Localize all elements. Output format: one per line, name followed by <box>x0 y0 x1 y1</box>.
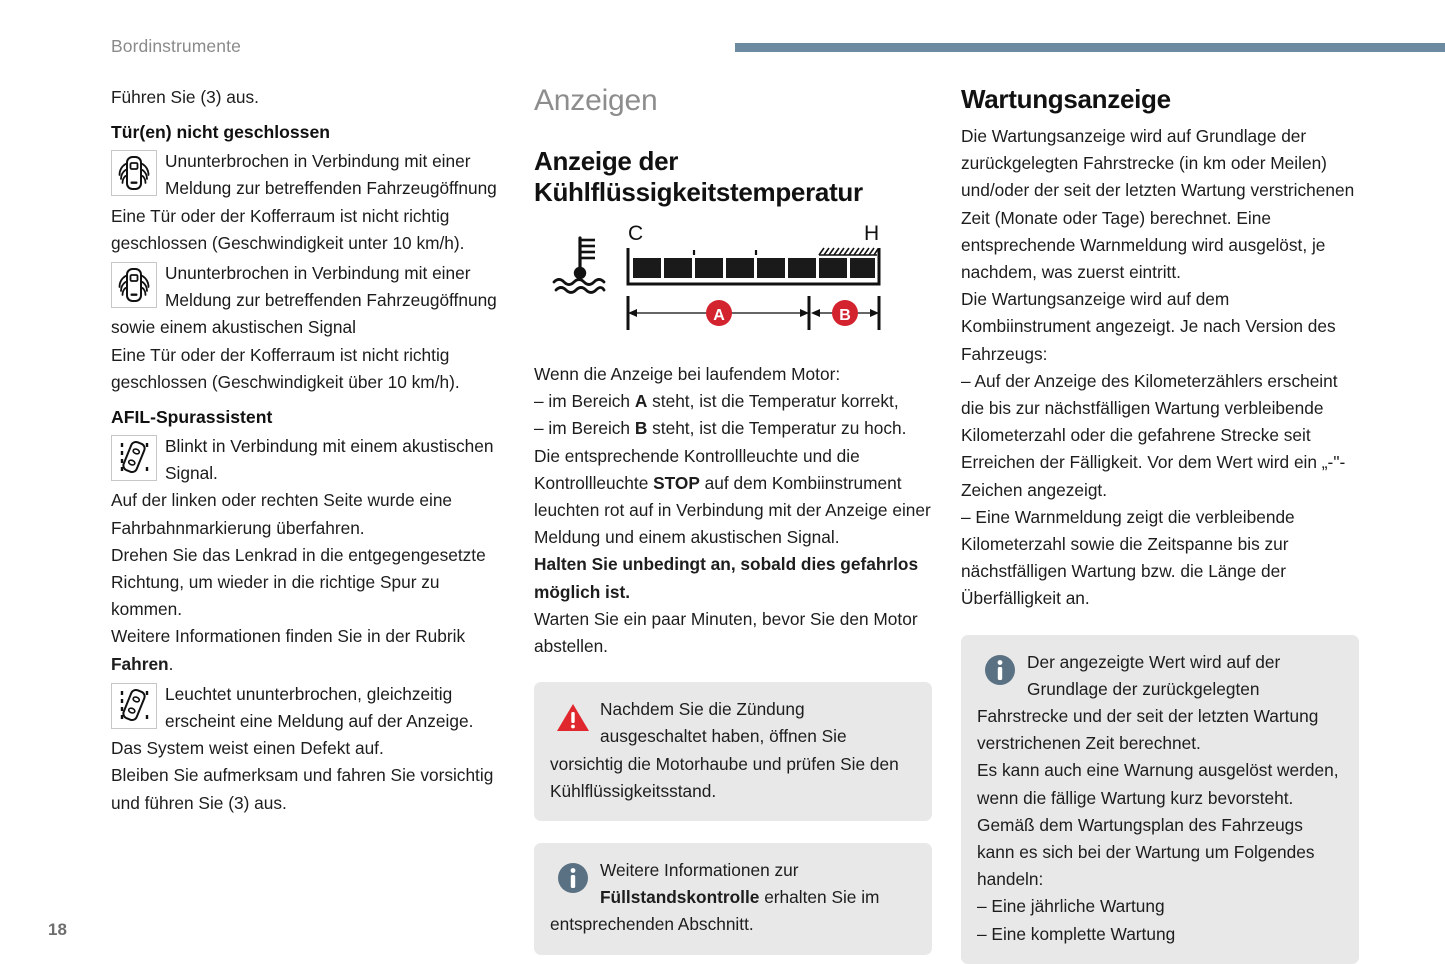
gauge-label-hot: H <box>864 222 880 245</box>
car-doors-open-icon <box>111 150 157 196</box>
mid-intro: Wenn die Anzeige bei laufendem Motor: <box>534 364 841 384</box>
bullet-a-bold: A <box>634 391 648 412</box>
telltale-text-afil-2: Leuchtet ununterbrochen, gleichzeitig erscheint eine Meldung auf der Anzeige. <box>165 683 474 732</box>
subheading-doors-not-closed: Tür(en) nicht geschlossen <box>111 122 330 143</box>
telltale-block-afil-2 <box>111 681 509 735</box>
warning-callout-coolant <box>534 682 932 821</box>
coolant-temperature-gauge-diagram <box>534 222 932 339</box>
info-callout-text-2: Es kann auch eine Warnung ausgelöst werden, wenn die fällige Wartung kurz bevorsteht. <box>977 760 1339 808</box>
left-body-afil-3 <box>111 623 509 677</box>
right-body-2: Die Wartungsanzeige wird auf dem Kombiinstrument angezeigt. Je nach Version des Fahrzeugs: <box>961 289 1336 364</box>
info-callout-text-1: Der angezeigte Wert wird auf der Grundlage der zurückgelegten Fahrstrecke und der seit der letzten Wartung verstrichenen Zeit berechnet. <box>977 651 1319 754</box>
section-title-anzeigen: Anzeigen <box>534 84 658 117</box>
info-callout-list-item-2: – Eine komplette Wartung <box>977 923 1176 944</box>
telltale-text-doors-1: Ununterbrochen in Verbindung mit einer Meldung zur betreffenden Fahrzeugöffnung <box>165 151 497 199</box>
warning-callout-text: Nachdem Sie die Zündung ausgeschaltet haben, öffnen Sie vorsichtig die Motorhaube und prüfen Sie den Kühlflüssigkeitsstand. <box>550 699 899 801</box>
warning-triangle-icon <box>556 700 590 734</box>
afil-ref-prefix: Weitere Informationen finden Sie in der Rubrik <box>111 626 466 647</box>
info-text-bold: Füllstandskontrolle <box>600 887 760 908</box>
info-callout-text <box>550 860 879 934</box>
right-bullet-1: – Auf der Anzeige des Kilometerzählers erscheint die bis zur nächstfälligen Wartung verbleibende Kilometerzahl oder die gefahrene Strecke seit Erreichen der Fälligkeit. Vor dem Wert wird ein „-"-Zeichen angezeigt. <box>961 370 1346 500</box>
info-callout-list-item-1: – Eine jährliche Wartung <box>977 896 1165 917</box>
right-bullet-2: – Eine Warnmeldung zeigt die verbleibende Kilometerzahl sowie die Zeitspanne bis zur nächstfälligen Wartung bzw. die Länge der Überfälligkeit an. <box>961 506 1295 609</box>
car-doors-open-icon <box>111 262 157 308</box>
right-body-1: Die Wartungsanzeige wird auf Grundlage der zurückgelegten Fahrstrecke (in km oder Meilen) und/oder der seit der letzten Wartung verstrichenen Zeit (Monate oder Tage) berechnet. Eine entsprechende Warnmeldung wird ausgelöst, je nachdem, was zuerst eintritt. <box>961 126 1355 283</box>
stop-text-part-2: auf dem Kombiinstrument leuchten rot auf in Verbindung mit der Anzeige einer Meldung und einem akustischen Signal. <box>534 472 931 548</box>
zone-a-label: A <box>713 307 725 324</box>
heading-line-2: Kühlflüssigkeitstemperatur <box>534 177 863 207</box>
stop-bold: STOP <box>653 472 700 493</box>
info-text-prefix: Weitere Informationen zur <box>600 860 799 881</box>
telltale-block-afil-1 <box>111 433 509 487</box>
page-number: 18 <box>48 920 67 939</box>
page-header <box>0 0 1445 68</box>
left-column <box>111 84 509 817</box>
telltale-text-doors-2: Ununterbrochen in Verbindung mit einer Meldung zur betreffenden Fahrzeugöffnung sowie einem akustischen Signal <box>111 263 497 338</box>
info-callout-text-3: Gemäß dem Wartungsplan des Fahrzeugs kann es sich bei der Wartung um Folgendes handeln: <box>977 814 1315 890</box>
info-text-suffix: erhalten Sie im entsprechenden Abschnitt. <box>550 887 880 935</box>
mid-bullet-a <box>534 388 932 415</box>
right-column <box>961 84 1359 964</box>
left-body-afil-2: Drehen Sie das Lenkrad in die entgegengesetzte Richtung, um wieder in die richtige Spur zu kommen. <box>111 544 486 620</box>
afil-ref-bold: Fahren <box>111 653 169 674</box>
mid-bullet-b <box>534 415 932 442</box>
lane-departure-fault-icon <box>111 683 157 729</box>
info-callout-maintenance <box>961 635 1359 964</box>
left-body-afil-5: Bleiben Sie aufmerksam und fahren Sie vorsichtig und führen Sie (3) aus. <box>111 765 494 813</box>
heading-coolant-temperature <box>534 146 932 208</box>
subheading-afil: AFIL-Spurassistent <box>111 407 273 428</box>
information-circle-icon <box>556 861 590 895</box>
lane-departure-warning-icon <box>111 435 157 481</box>
telltale-text-afil-1: Blinkt in Verbindung mit einem akustischen Signal. <box>165 436 494 484</box>
mid-body-stop <box>534 443 932 552</box>
mid-body-wait: Warten Sie ein paar Minuten, bevor Sie den Motor abstellen. <box>534 608 918 657</box>
header-rule <box>735 43 1445 52</box>
telltale-block-doors-2 <box>111 260 509 342</box>
left-body-doors-1: Eine Tür oder der Kofferraum ist nicht richtig geschlossen (Geschwindigkeit unter 10 km/h). <box>111 205 465 253</box>
running-head: Bordinstrumente <box>111 36 241 56</box>
left-body-afil-1: Auf der linken oder rechten Seite wurde eine Fahrbahnmarkierung überfahren. <box>111 490 453 538</box>
bullet-b-bold: B <box>634 418 648 439</box>
left-body-afil-4: Das System weist einen Defekt auf. <box>111 738 384 759</box>
info-callout-level-check <box>534 843 932 955</box>
bullet-b-suffix: steht, ist die Temperatur zu hoch. <box>647 418 907 439</box>
bullet-a-suffix: steht, ist die Temperatur korrekt, <box>647 391 899 412</box>
zone-b-label: B <box>839 307 851 324</box>
bullet-b-prefix: – im Bereich <box>534 418 635 439</box>
heading-line-1: Anzeige der <box>534 146 679 176</box>
bullet-a-prefix: – im Bereich <box>534 391 635 412</box>
stop-text-part-1: Die entsprechende Kontrollleuchte und die Kontrollleuchte <box>534 445 860 493</box>
gauge-label-cold: C <box>628 222 644 245</box>
left-body-doors-2: Eine Tür oder der Kofferraum ist nicht richtig geschlossen (Geschwindigkeit über 10 km/h). <box>111 344 460 392</box>
afil-ref-suffix: . <box>168 653 174 674</box>
mid-body-stop-emphasis: Halten Sie unbedingt an, sobald dies gefahrlos möglich ist. <box>534 554 919 602</box>
information-circle-icon <box>983 653 1017 687</box>
left-intro-text: Führen Sie (3) aus. <box>111 87 259 107</box>
coolant-thermometer-icon <box>554 238 604 293</box>
middle-column <box>534 84 932 955</box>
telltale-block-doors-1 <box>111 148 509 202</box>
heading-wartungsanzeige: Wartungsanzeige <box>961 84 1171 114</box>
